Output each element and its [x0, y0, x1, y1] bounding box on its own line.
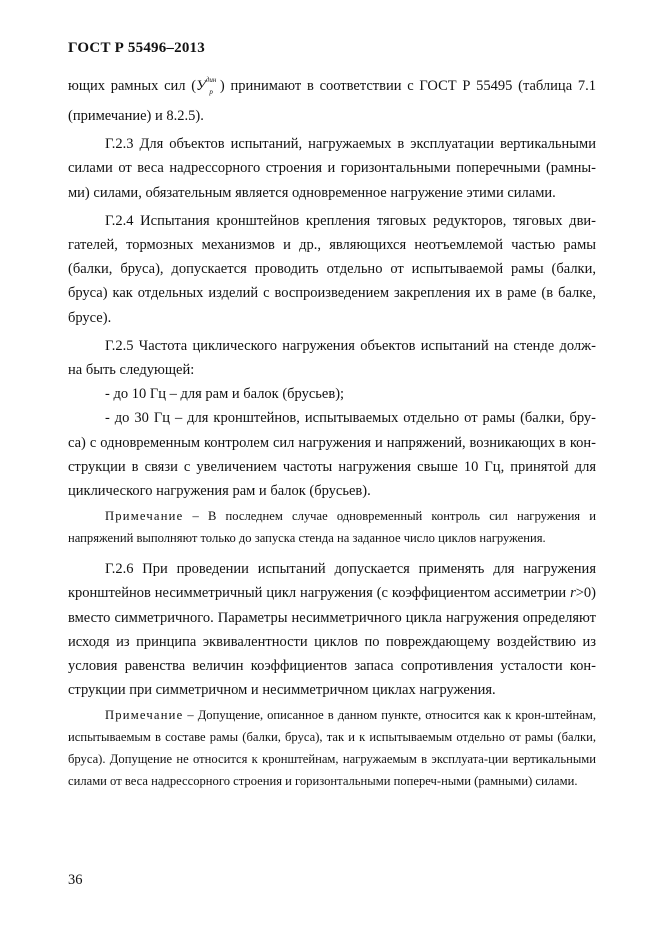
symbol-subscript: р	[209, 87, 213, 96]
symbol-base: У	[196, 77, 206, 94]
paragraph-g-2-6	[68, 557, 596, 702]
document-header: ГОСТ Р 55496–2013	[68, 40, 205, 56]
list-item-10hz: - до 10 Гц – для рам и балок (брусьев);	[105, 386, 345, 403]
paragraph-text: Г.2.6 При проведении испытаний допускается применять для нагружения кронштейнов несимметричный цикл нагружения (с коэффициентом ассиметрии	[68, 561, 596, 602]
note-label: Примечание	[105, 708, 184, 723]
note-label: Примечание	[105, 509, 184, 524]
document-body	[68, 70, 596, 796]
paragraph-text: >0) вместо симметричного. Параметры несимметричного цикла нагружения определяют исходя из принципа эквивалентности циклов по повреждающему воздействию из условия равенства величин коэффициентов запаса сопротивления усталости кон-струкции при симметричном и несимметричном циклах нагружения.	[68, 585, 596, 699]
symbol-ydin	[196, 70, 220, 104]
note-1	[68, 505, 596, 549]
variable-r: r	[570, 585, 576, 602]
paragraph-continuation	[68, 70, 596, 128]
list-item-30hz: - до 30 Гц – для кронштейнов, испытываемых отдельно от рамы (балки, бру-са) с одновременным контролем сил нагружения и напряжений, возникающих в кон-струкции в связи с увеличением частоты нагружения свыше 10 Гц, принятой для циклического нагружения рам и балок (брусьев).	[68, 410, 596, 499]
note-text: – Допущение, описанное в данном пункте, относится как к крон-штейнам, испытываемым в составе рамы (балки, бруса), так и к испытываемым отдельно от рамы (балки, бруса). Допущение не относится к кронштейнам, нагружаемым в эксплуата-ции вертикальными силами от веса надрессорного строения и горизонтальными попереч-ными (рамными) силами.	[68, 708, 596, 789]
paragraph-text: ющих рамных сил (	[68, 77, 197, 94]
symbol-superscript: дин	[205, 76, 217, 84]
paragraph-g-2-4: Г.2.4 Испытания кронштейнов крепления тяговых редукторов, тяговых дви-гателей, тормозных механизмов и др., являющихся неотъемлемой частью рамы (балки, бруса), допускается проводить отдельно от испытываемой рамы (балки, бруса) как отдельных изделий с воспроизведением закрепления их в раме (в балке, брусе).	[68, 212, 596, 326]
page-number: 36	[68, 872, 83, 888]
paragraph-g-2-5: Г.2.5 Частота циклического нагружения объектов испытаний на стенде долж-на быть следующей:	[68, 337, 596, 378]
paragraph-g-2-3: Г.2.3 Для объектов испытаний, нагружаемых в эксплуатации вертикальными силами от веса надрессорного строения и горизонтальными поперечными (рамны-ми) силами, обязательным является одновременное нагружение этими силами.	[68, 136, 596, 201]
note-2	[68, 704, 596, 792]
paragraph-text: ) принимают в соответствии с ГОСТ Р 55495 (таблица 7.1 (примечание) и 8.2.5).	[68, 77, 596, 124]
note-text: – В последнем случае одновременный контроль сил нагружения и напряжений выполняют только до запуска стенда на заданное число циклов нагружения.	[68, 509, 596, 546]
